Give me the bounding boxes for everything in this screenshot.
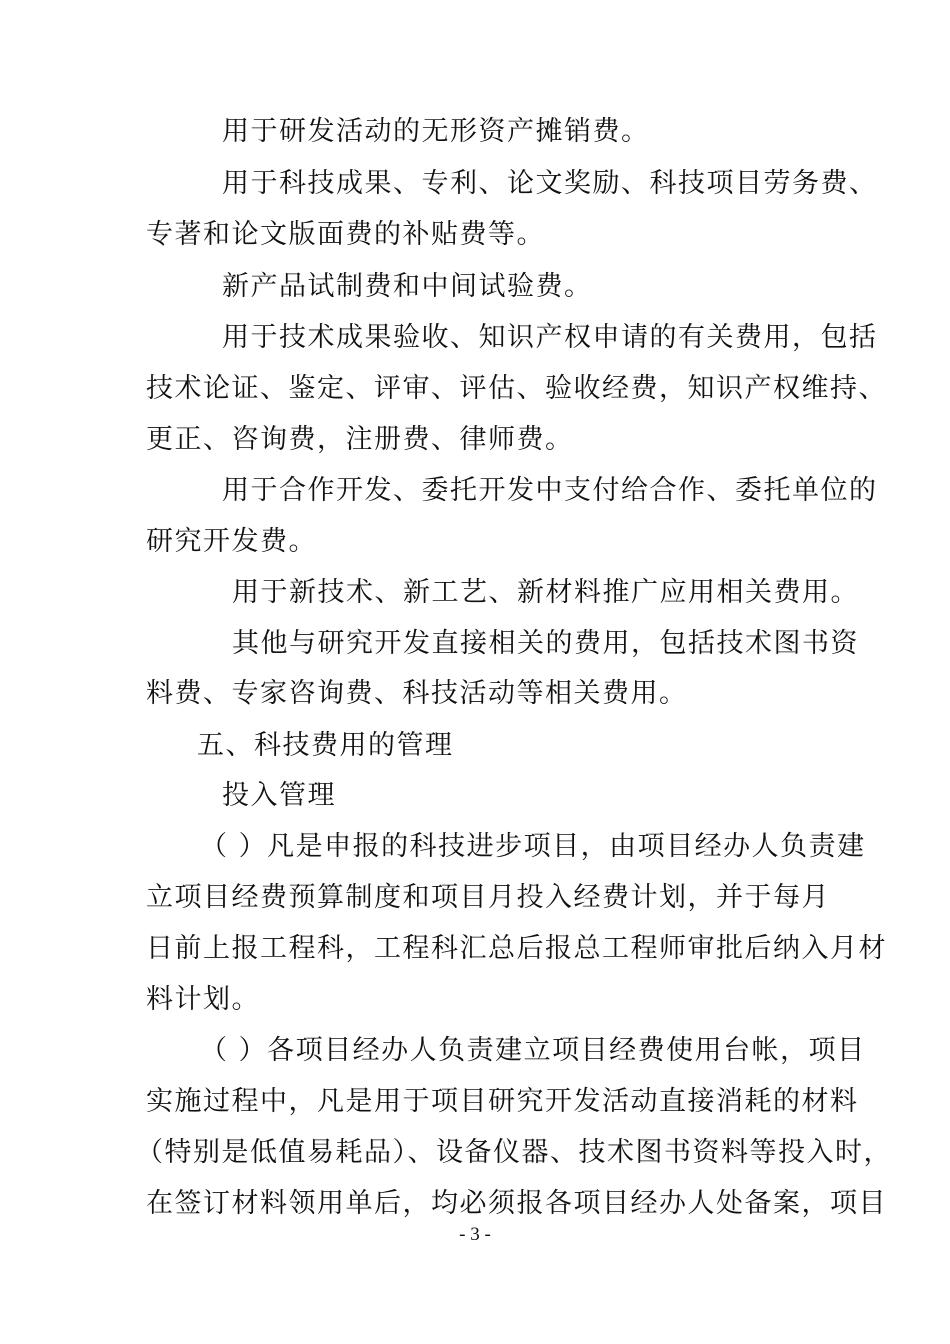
paragraph-line-2: 用于科技成果、专利、论文奖励、科技项目劳务费、 (222, 168, 878, 199)
paragraph-line-11: 其他与研究开发直接相关的费用，包括技术图书资 (232, 628, 859, 659)
paragraph-line-19: （ ）各项目经办人负责建立项目经费使用台帐，项目 (200, 1035, 866, 1066)
paragraph-line-22: 在签订材料领用单后，均必须报各项目经办人处备案，项目 (146, 1188, 887, 1219)
paragraph-line-7: 更正、咨询费，注册费、律师费。 (146, 424, 574, 455)
paragraph-line-8: 用于合作开发、委托开发中支付给合作、委托单位的 (222, 475, 878, 506)
paragraph-line-18: 料计划。 (146, 984, 260, 1015)
page-number: - 3 - (459, 1224, 491, 1245)
paragraph-line-3: 专著和论文版面费的补贴费等。 (146, 219, 545, 250)
paragraph-line-17: 日前上报工程科，工程科汇总后报总工程师审批后纳入月材 (146, 933, 887, 964)
subsection-heading: 投入管理 (222, 780, 336, 811)
section-heading: 五、科技费用的管理 (197, 730, 454, 761)
paragraph-line-12: 料费、专家咨询费、科技活动等相关费用。 (146, 678, 688, 709)
paragraph-line-4: 新产品试制费和中间试验费。 (222, 271, 593, 302)
paragraph-line-10: 用于新技术、新工艺、新材料推广应用相关费用。 (232, 577, 859, 608)
paragraph-line-6: 技术论证、鉴定、评审、评估、验收经费，知识产权维持、 (146, 373, 887, 404)
paragraph-line-15: （ ）凡是申报的科技进步项目，由项目经办人负责建 (200, 831, 866, 862)
paragraph-line-1: 用于研发活动的无形资产摊销费。 (222, 116, 650, 147)
paragraph-line-5: 用于技术成果验收、知识产权申请的有关费用，包括 (222, 322, 878, 353)
paragraph-line-21: （特别是低值易耗品）、设备仪器、技术图书资料等投入时， (136, 1137, 892, 1168)
paragraph-line-9: 研究开发费。 (146, 526, 317, 557)
paragraph-line-16: 立项目经费预算制度和项目月投入经费计划，并于每月 (146, 882, 830, 913)
paragraph-line-20: 实施过程中，凡是用于项目研究开发活动直接消耗的材料 (146, 1086, 859, 1117)
